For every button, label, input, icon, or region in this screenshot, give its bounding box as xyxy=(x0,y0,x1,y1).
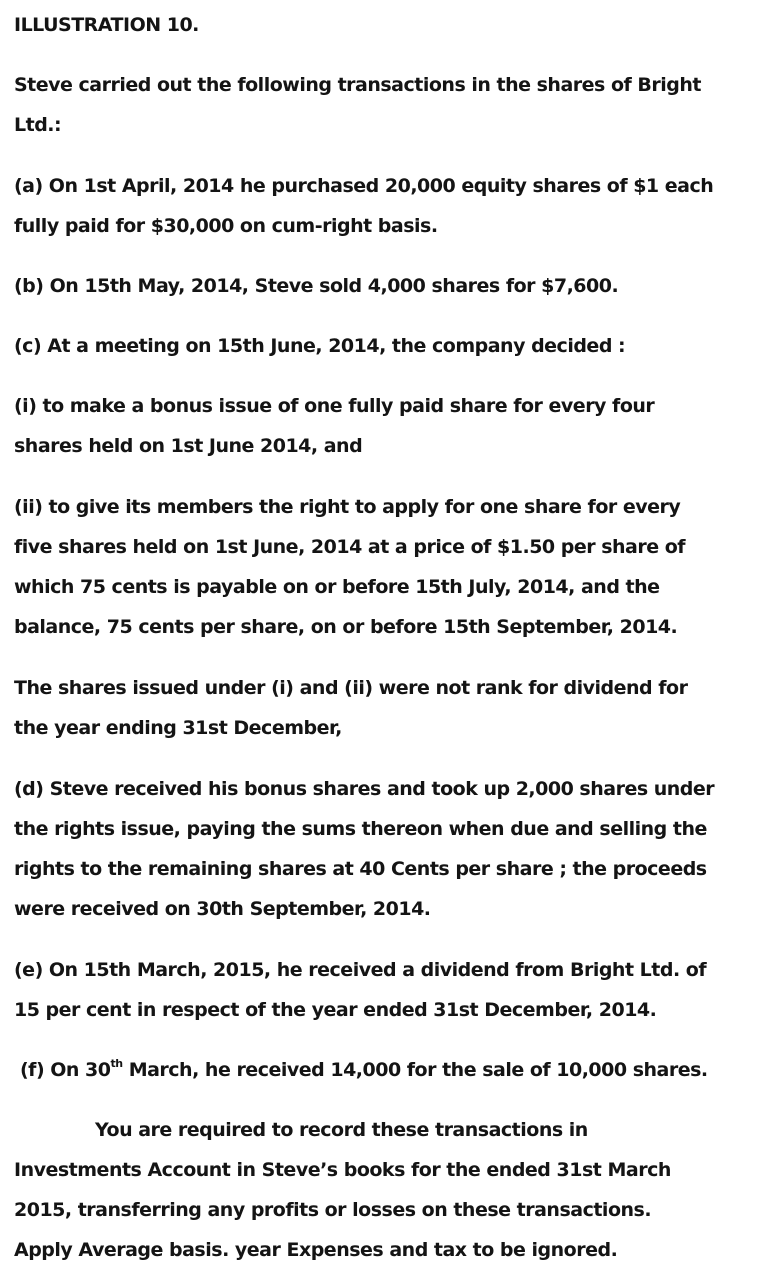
line: You are required to record these transactions in xyxy=(95,1119,588,1141)
line: the rights issue, paying the sums thereon when due and selling the xyxy=(14,818,707,840)
line: Investments Account in Steve’s books for the ended 31st March xyxy=(14,1159,671,1181)
f-suffix: March, he received 14,000 for the sale of 10,000 shares. xyxy=(122,1059,708,1081)
line: (a) On 1st April, 2014 he purchased 20,000 equity shares of $1 each xyxy=(14,175,714,197)
line: Ltd.: xyxy=(14,114,62,136)
line: the year ending 31st December, xyxy=(14,717,342,739)
line: 2015, transferring any profits or losses on these transactions. xyxy=(14,1199,652,1221)
transaction-b xyxy=(14,266,774,306)
transaction-e xyxy=(14,950,774,1030)
line: (d) Steve received his bonus shares and took up 2,000 shares under xyxy=(14,778,715,800)
line: (i) to make a bonus issue of one fully paid share for every four xyxy=(14,395,655,417)
line: fully paid for $30,000 on cum-right basis. xyxy=(14,215,438,237)
line: five shares held on 1st June, 2014 at a price of $1.50 per share of xyxy=(14,536,686,558)
line: The shares issued under (i) and (ii) were not rank for dividend for xyxy=(14,677,688,699)
f-prefix: (f) On 30 xyxy=(20,1059,111,1081)
line xyxy=(20,1056,708,1081)
line: (ii) to give its members the right to apply for one share for every xyxy=(14,496,681,518)
line: shares held on 1st June 2014, and xyxy=(14,435,363,457)
transaction-a xyxy=(14,166,774,246)
line: (e) On 15th March, 2015, he received a dividend from Bright Ltd. of xyxy=(14,959,707,981)
illustration-title: ILLUSTRATION 10. xyxy=(14,14,199,36)
line: Steve carried out the following transactions in the shares of Bright xyxy=(14,74,701,96)
line: 15 per cent in respect of the year ended 31st December, 2014. xyxy=(14,999,657,1021)
requirement-paragraph xyxy=(14,1110,774,1270)
line: (b) On 15th May, 2014, Steve sold 4,000 shares for $7,600. xyxy=(14,275,619,297)
transaction-c-ii xyxy=(14,487,774,647)
transaction-c-i xyxy=(14,386,774,466)
line: rights to the remaining shares at 40 Cents per share ; the proceeds xyxy=(14,858,707,880)
line: balance, 75 cents per share, on or before 15th September, 2014. xyxy=(14,616,678,638)
transaction-d xyxy=(14,769,774,929)
f-ordinal-suffix: th xyxy=(110,1056,123,1070)
intro-paragraph xyxy=(14,65,774,145)
line: were received on 30th September, 2014. xyxy=(14,898,431,920)
line: which 75 cents is payable on or before 15th July, 2014, and the xyxy=(14,576,660,598)
transaction-f xyxy=(20,1050,778,1090)
line: Apply Average basis. year Expenses and tax to be ignored. xyxy=(14,1239,618,1261)
dividend-note xyxy=(14,668,774,748)
line: (c) At a meeting on 15th June, 2014, the company decided : xyxy=(14,335,626,357)
transaction-c xyxy=(14,326,774,366)
